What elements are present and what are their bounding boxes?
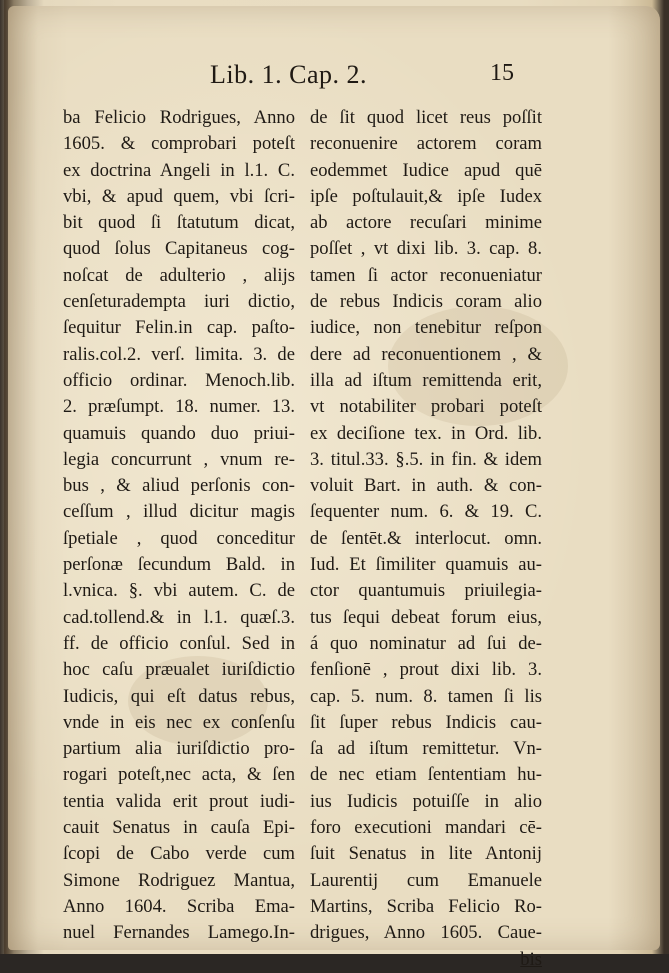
text-line: ctor quantumuis priuilegia- — [310, 580, 542, 602]
text-line: de ſit quod licet reus poſſit — [310, 107, 542, 128]
catchword: bis — [520, 948, 542, 970]
text-line: ba Felicio Rodrigues, Anno — [63, 107, 295, 128]
text-line: legia concurrunt , vnum re- — [63, 448, 295, 470]
text-line: ab actore recuſari minime — [310, 212, 542, 234]
text-line: drigues, Anno 1605. Caue- — [310, 922, 542, 944]
text-line: illa ad iſtum remittenda erit, — [310, 369, 542, 391]
text-line: Laurentij cum Emanuele — [310, 869, 542, 891]
text-line: tamen ſi actor reconueniatur — [310, 264, 542, 286]
text-line: rogari poteſt,nec acta, & ſen — [63, 764, 295, 786]
text-line: ſuit Senatus in lite Antonij — [310, 843, 542, 865]
text-line: bit quod ſi ſtatutum dicat, — [63, 212, 295, 234]
text-line: ſit ſuper rebus Indicis cau- — [310, 711, 542, 733]
text-line: noſcat de adulterio , alijs — [63, 264, 295, 286]
text-line: reconuenire actorem coram — [310, 133, 542, 155]
text-line: ceſſum , illud dicitur magis — [63, 501, 295, 523]
text-line: officio ordinar. Menoch.lib. — [63, 369, 295, 391]
text-line: ſcopi de Cabo verde cum — [63, 843, 295, 865]
text-line: hoc caſu præualet iuriſdictio — [63, 659, 295, 681]
text-line: tus ſequi debeat forum eius, — [310, 606, 542, 628]
text-line: Iudicis, qui eſt datus rebus, — [63, 685, 295, 707]
text-line: Simone Rodriguez Mantua, — [63, 869, 295, 891]
left-text-column — [63, 105, 295, 947]
text-line: Anno 1604. Scriba Ema- — [63, 895, 295, 917]
text-line: cap. 5. num. 8. tamen ſi lis — [310, 685, 542, 707]
text-line: iudice, non tenebitur reſpon — [310, 317, 542, 339]
text-line: quod ſolus Capitaneus cog- — [63, 238, 295, 260]
text-line: vt notabiliter probari poteſt — [310, 396, 542, 418]
text-line: ipſe poſtulauit,& ipſe Iudex — [310, 185, 542, 207]
text-line: cad.tollend.& in l.1. quæſ.3. — [63, 606, 295, 628]
text-line: 2. præſumpt. 18. numer. 13. — [63, 396, 295, 418]
text-line: á quo nominatur ad ſui de- — [310, 632, 542, 654]
text-line: 3. titul.33. §.5. in fin. & idem — [310, 448, 542, 470]
text-line: ſpetiale , quod conceditur — [63, 527, 295, 549]
text-line: tentia valida erit prout iudi- — [63, 790, 295, 812]
text-line: ſequitur Felin.in cap. paſto- — [63, 317, 295, 339]
text-line: ſa ad iſtum remittetur. Vn- — [310, 738, 542, 760]
text-line: eodemmet Iudice apud quē — [310, 159, 542, 181]
text-line: ſequenter num. 6. & 19. C. — [310, 501, 542, 523]
text-line: fenſionē , prout dixi lib. 3. — [310, 659, 542, 681]
text-line: ex deciſione tex. in Ord. lib. — [310, 422, 542, 444]
page-number: 15 — [490, 60, 514, 86]
text-line: cenſeturadempta iuri dictio, — [63, 291, 295, 313]
text-line: Martins, Scriba Felicio Ro- — [310, 895, 542, 917]
text-line: bus , & aliud perſonis con- — [63, 475, 295, 497]
running-head: Lib. 1. Cap. 2. — [210, 60, 367, 89]
text-line: poſſet , vt dixi lib. 3. cap. 8. — [310, 238, 542, 260]
text-line: voluit Bart. in auth. & con- — [310, 475, 542, 497]
text-line: ex doctrina Angeli in l.1. C. — [63, 159, 295, 181]
text-line: vnde in eis nec ex conſenſu — [63, 711, 295, 733]
page-header — [150, 60, 570, 94]
text-line: de nec etiam ſententiam hu- — [310, 764, 542, 786]
text-line: partium alia iuriſdictio pro- — [63, 738, 295, 760]
text-line: dere ad reconuentionem , & — [310, 343, 542, 365]
text-line: perſonæ ſecundum Bald. in — [63, 554, 295, 576]
text-line: l.vnica. §. vbi autem. C. de — [63, 580, 295, 602]
text-line: ius Iudicis potuiſſe in alio — [310, 790, 542, 812]
text-line: ralis.col.2. verſ. limita. 3. de — [63, 343, 295, 365]
text-line: quamuis quando duo priui- — [63, 422, 295, 444]
text-line: cauit Senatus in cauſa Epi- — [63, 817, 295, 839]
text-line: nuel Fernandes Lamego.In- — [63, 922, 295, 944]
text-line: foro executioni mandari cē- — [310, 817, 542, 839]
text-line: 1605. & comprobari poteſt — [63, 133, 295, 155]
text-line: ff. de officio conſul. Sed in — [63, 632, 295, 654]
right-text-column — [310, 105, 542, 973]
text-line: vbi, & apud quem, vbi ſcri- — [63, 185, 295, 207]
text-line: Iud. Et ſimiliter quamuis au- — [310, 554, 542, 576]
text-line: de ſentēt.& interlocut. omn. — [310, 527, 542, 549]
text-line: de rebus Indicis coram alio — [310, 291, 542, 313]
